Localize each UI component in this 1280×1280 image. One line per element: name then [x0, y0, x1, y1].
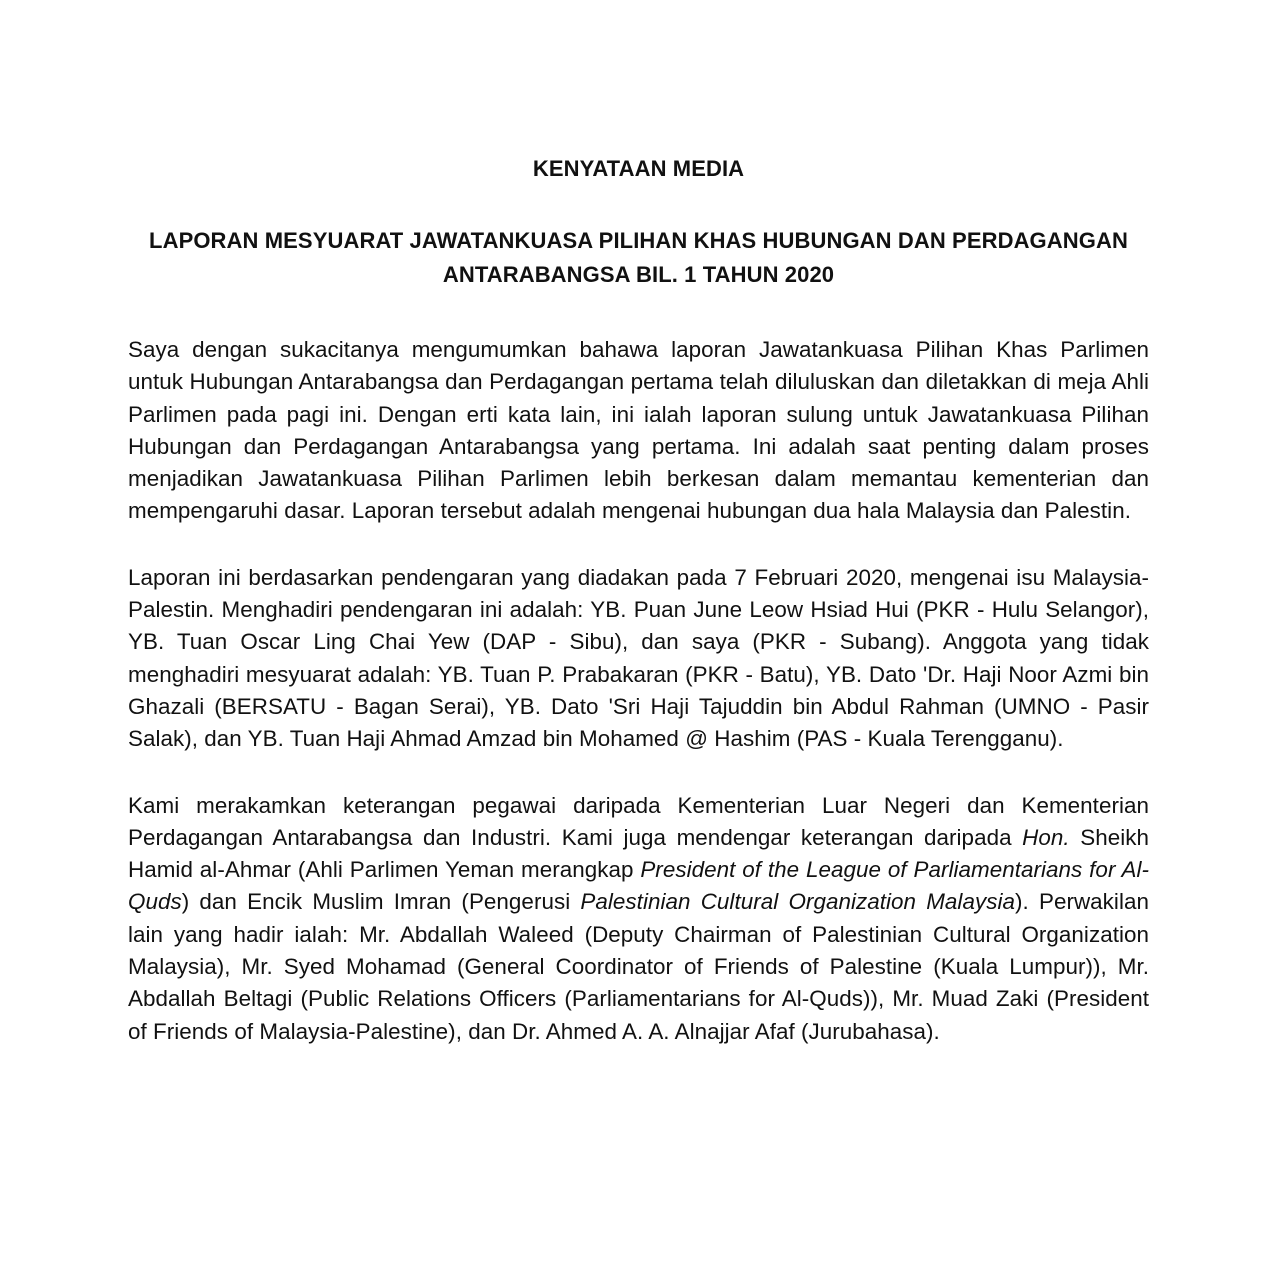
- paragraph-3-italic-2: President of the League of Parliamentarians for Al-Quds: [128, 857, 1149, 915]
- paragraph-3-text-2: Sheikh Hamid al-Ahmar (Ahli Parlimen Yeman merangkap: [128, 824, 1149, 883]
- document-title: KENYATAAN MEDIA: [532, 156, 745, 181]
- paragraph-3-italic-1: Hon.: [1022, 824, 1070, 850]
- paragraph-3-text-1: Kami merakamkan keterangan pegawai daripada Kementerian Luar Negeri dan Kementerian Perdagangan Antarabangsa dan Industri. Kami juga mendengar keterangan daripada: [128, 792, 1149, 850]
- paragraph-1: Saya dengan sukacitanya mengumumkan bahawa laporan Jawatankuasa Pilihan Khas Parlimen untuk Hubungan Antarabangsa dan Perdagangan pertama telah diluluskan dan diletakkan di meja Ahli Parlimen pada pagi ini. Dengan erti kata lain, ini ialah laporan sulung untuk Jawatankuasa Pilihan Hubungan dan Perdagangan Antarabangsa yang pertama. Ini adalah saat penting dalam proses menjadikan Jawatankuasa Pilihan Parlimen lebih berkesan dalam memantau kementerian dan mempengaruhi dasar. Laporan tersebut adalah mengenai hubungan dua hala Malaysia dan Palestin.: [128, 337, 1149, 524]
- document-subtitle: LAPORAN MESYUARAT JAWATANKUASA PILIHAN KHAS HUBUNGAN DAN PERDAGANGAN ANTARABANGSA BIL. 1 TAHUN 2020: [149, 228, 1128, 287]
- paragraph-2: Laporan ini berdasarkan pendengaran yang diadakan pada 7 Februari 2020, mengenai isu Malaysia-Palestin. Menghadiri pendengaran ini adalah: YB. Puan June Leow Hsiad Hui (PKR - Hulu Selangor), YB. Tuan Oscar Ling Chai Yew (DAP - Sibu), dan saya (PKR - Subang). Anggota yang tidak menghadiri mesyuarat adalah: YB. Tuan P. Prabakaran (PKR - Batu), YB. Dato 'Dr. Haji Noor Azmi bin Ghazali (BERSATU - Bagan Serai), YB. Dato 'Sri Haji Tajuddin bin Abdul Rahman (UMNO - Pasir Salak), dan YB. Tuan Haji Ahmad Amzad bin Mohamed @ Hashim (PAS - Kuala Terengganu).: [128, 564, 1149, 752]
- paragraph-3-text-4: ). Perwakilan lain yang hadir ialah: Mr. Abdallah Waleed (Deputy Chairman of Palestinian Cultural Organization Malaysia), Mr. Syed Mohamad (General Coordinator of Friends of Palestine (Kuala Lumpur)), Mr. Abdallah Beltagi (Public Relations Officers (Parliamentarians for Al-Quds)), Mr. Muad Zaki (President of Friends of Malaysia-Palestine), dan Dr. Ahmed A. A. Alnajjar Afaf (Jurubahasa).: [128, 889, 1149, 1044]
- paragraph-3: [128, 790, 1149, 1048]
- paragraph-3-italic-3: Palestinian Cultural Organization Malaysia: [580, 889, 1015, 915]
- paragraph-3-text-3: ) dan Encik Muslim Imran (Pengerusi: [181, 889, 581, 915]
